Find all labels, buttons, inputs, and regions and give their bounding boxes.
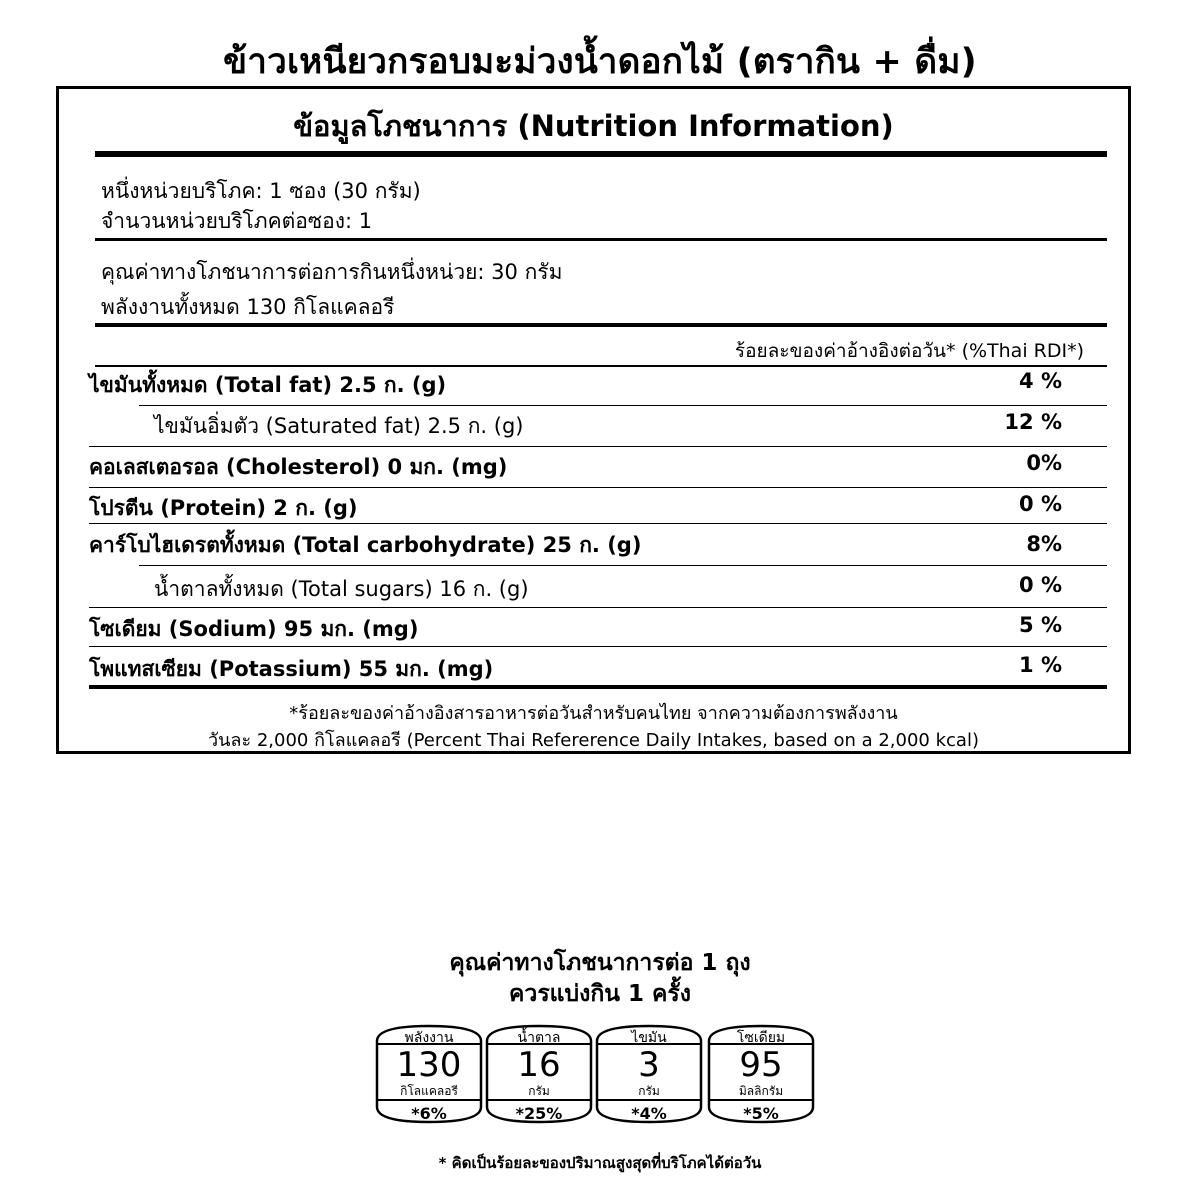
gda-unit: กรัม [638,1084,660,1098]
gda-name: โซเดียม [736,1030,786,1046]
footnote-line2: วันละ 2,000 กิโลแคลอรี (Percent Thai Refererence Daily Intakes, based on a 2,000 kcal) [208,730,979,751]
row-divider [89,646,1107,647]
row-divider [89,487,1107,488]
row-divider [89,607,1107,608]
gda-name: ไขมัน [631,1030,667,1046]
rule-serving [95,238,1107,241]
rdi-header: ร้อยละของค่าอ้างอิงต่อวัน* (%Thai RDI*) [734,340,1084,362]
gda-heading-line1: คุณค่าทางโภชนาการต่อ 1 ถุง [449,950,751,976]
row-saturated-fat: ไขมันอิ่มตัว (Saturated fat) 2.5 ก. (g) [154,414,524,438]
total-energy: พลังงานทั้งหมด 130 กิโลแคลอรี [101,295,395,319]
row-total-sugars: น้ำตาลทั้งหมด (Total sugars) 16 ก. (g) [154,577,529,601]
gda-name: น้ำตาล [517,1030,561,1046]
gda-card-energy [374,1023,484,1125]
row-potassium: โพแทสเซียม (Potassium) 55 มก. (mg) [89,657,494,681]
gda-pct: *5% [743,1104,779,1123]
row-divider [139,565,1107,566]
rule-top [95,151,1107,157]
gda-card-sodium [706,1023,816,1125]
gda-pct: *6% [411,1104,447,1123]
row-protein: โปรตีน (Protein) 2 ก. (g) [89,496,358,520]
row-cholesterol-pct: 0% [1026,451,1062,475]
row-protein-pct: 0 % [1019,492,1062,516]
row-total-fat-pct: 4 % [1019,369,1062,393]
gda-value: 95 [739,1045,783,1085]
row-cholesterol: คอเลสเตอรอล (Cholesterol) 0 มก. (mg) [89,455,508,479]
row-divider [89,446,1107,447]
rule-bottom [89,685,1107,689]
gda-footnote: * คิดเป็นร้อยละของปริมาณสูงสุดที่บริโภคได้ต่อวัน [438,1154,762,1172]
row-divider [139,405,1107,406]
row-total-fat: ไขมันทั้งหมด (Total fat) 2.5 ก. (g) [89,373,447,397]
row-divider [89,523,1107,524]
gda-card-fat [594,1023,704,1125]
row-total-carbohydrate-pct: 8% [1026,532,1062,556]
gda-unit: กิโลแคลอรี [400,1084,458,1098]
per-serving: คุณค่าทางโภชนาการต่อการกินหนึ่งหน่วย: 30 กรัม [101,260,563,284]
rule-energy [95,323,1107,327]
product-title: ข้าวเหนียวกรอบมะม่วงน้ำดอกไม้ (ตรากิน + ดื่ม) [223,42,977,82]
serving-size: หนึ่งหน่วยบริโภค: 1 ซอง (30 กรัม) [101,179,421,203]
gda-value: 130 [396,1045,462,1085]
row-total-sugars-pct: 0 % [1019,573,1062,597]
gda-card-sugar [484,1023,594,1125]
row-potassium-pct: 1 % [1019,653,1062,677]
row-total-carbohydrate: คาร์โบไฮเดรตทั้งหมด (Total carbohydrate) 25 ก. (g) [89,533,642,557]
gda-heading-line2: ควรแบ่งกิน 1 ครั้ง [509,981,691,1007]
gda-name: พลังงาน [404,1030,454,1046]
row-saturated-fat-pct: 12 % [1004,410,1062,434]
servings-per-pack: จำนวนหน่วยบริโภคต่อซอง: 1 [101,209,373,233]
gda-value: 16 [517,1045,561,1085]
nutrition-panel [56,86,1131,754]
gda-value: 3 [638,1045,660,1085]
footnote-line1: *ร้อยละของค่าอ้างอิงสารอาหารต่อวันสำหรับคนไทย จากความต้องการพลังงาน [289,703,898,724]
gda-unit: กรัม [528,1084,550,1098]
gda-pct: *25% [515,1104,563,1123]
gda-pct: *4% [631,1104,667,1123]
row-sodium: โซเดียม (Sodium) 95 มก. (mg) [89,617,419,641]
gda-unit: มิลลิกรัม [738,1084,784,1098]
rule-rdi [95,365,1107,367]
row-sodium-pct: 5 % [1019,613,1062,637]
panel-title: ข้อมูลโภชนาการ (Nutrition Information) [293,109,894,143]
